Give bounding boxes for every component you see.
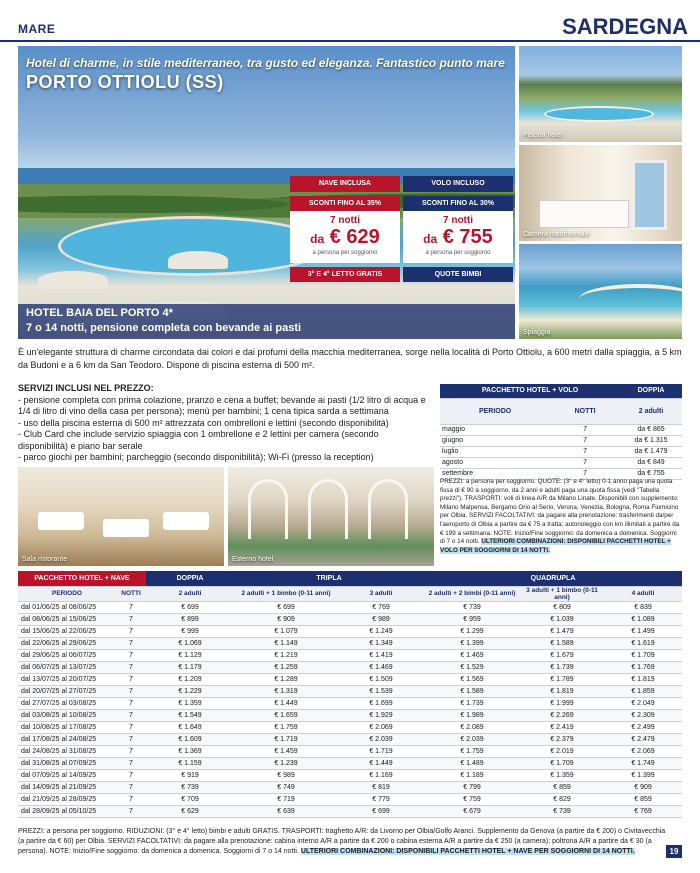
table-cell: € 739 xyxy=(520,805,604,817)
table-cell: agosto xyxy=(440,457,550,468)
table-cell: 7 xyxy=(116,793,146,805)
table-cell: da € 849 xyxy=(620,457,682,468)
table-cell: € 1.479 xyxy=(520,625,604,637)
pool-photo xyxy=(519,46,682,142)
table-row xyxy=(18,769,682,781)
table-cell: € 959 xyxy=(424,613,520,625)
intro-text: È un'elegante struttura di charme circondata dai colori e dai profumi della macchia mediterranea, sorge nella località di Porto Ottiolu, a 600 metri dalla spiaggia, a 5 km da Budoni e a 6 km da San Teodoro. Dispone di piscina esterna di 500 m². xyxy=(18,347,682,370)
table-cell: 7 xyxy=(116,649,146,661)
table-row xyxy=(18,781,682,793)
table-cell: dal 01/06/25 al 08/06/25 xyxy=(18,601,116,613)
table-cell: € 2.049 xyxy=(604,697,682,709)
table-row xyxy=(18,685,682,697)
hotel-subtitle: 7 o 14 notti, pensione completa con bevande ai pasti xyxy=(26,322,302,334)
table-cell: dal 31/08/25 al 07/09/25 xyxy=(18,757,116,769)
table-cell: € 1.759 xyxy=(424,745,520,757)
table-head-doppia: DOPPIA xyxy=(146,571,234,586)
table-cell: dal 28/09/25 al 05/10/25 xyxy=(18,805,116,817)
table-cell: € 2.039 xyxy=(424,733,520,745)
table-cell: 7 xyxy=(116,697,146,709)
table-cell: € 899 xyxy=(146,613,234,625)
restaurant-photo xyxy=(18,467,224,566)
photo-caption: Piscina hotel xyxy=(523,132,563,139)
table-cell: dal 22/06/25 al 29/06/25 xyxy=(18,637,116,649)
table-cell: € 2.379 xyxy=(520,733,604,745)
table-cell: € 1.609 xyxy=(146,733,234,745)
table-cell: € 1.039 xyxy=(520,613,604,625)
table-cell: € 1.759 xyxy=(234,721,338,733)
table-cell: € 1.349 xyxy=(338,637,424,649)
table-cell: 7 xyxy=(116,673,146,685)
table-cell: € 1.699 xyxy=(338,697,424,709)
table-cell: € 769 xyxy=(338,601,424,613)
table-cell: € 1.449 xyxy=(234,697,338,709)
offer-discount: SCONTI FINO AL 30% xyxy=(403,196,513,211)
offer-nights: 7 notti xyxy=(443,215,473,226)
flight-package-table: PACCHETTO HOTEL + VOLO DOPPIA PERIODO NOTTI 2 adulti maggio 7 da € 865 giugno 7 da € 1.315 luglio 7 da € 1.479 agosto 7 da € 849 settembre 7 da € 755 xyxy=(440,384,682,480)
section-label: MARE xyxy=(18,22,56,36)
ship-package-table: PACCHETTO HOTEL + NAVE DOPPIA TRIPLA QUADRUPLA PERIODO NOTTI 2 adulti 2 adulti + 1 bimbo (0-11 anni) 3 adulti 2 adulti + 2 bimbi (0-11 anni) 3 adulti + 1 bimbo (0-11 anni) 4 adulti dal 01/06/25 al 08/06/25 7 € 699 € 699 € 769 € 739 € 809 € 839 dal 08/06/25 al 15/06/25 7 € 899 € 909 € 989 € 959 € 1.039 € 1.089 dal 15/06/25 al 22/06/25 7 € 999 € 1.079 € 1.249 € 1.299 € 1.479 € 1.499 dal 22/06/25 al 29/06/25 7 € 1.069 € 1.149 € 1.349 € 1.399 € 1.589 € 1.619 dal 29/06/25 al 06/07/25 7 € 1.129 € 1.219 € 1.419 € 1.469 € 1.679 € 1.709 dal 06/07/25 al 13/07/25 7 € 1.179 € 1.259 € 1.469 € 1.529 € 1.739 € 1.769 dal 13/07/25 al 20/07/25 7 € 1.209 € 1.289 € 1.509 € 1.569 € 1.789 € 1.819 dal 20/07/25 al 27/07/25 7 € 1.229 € 1.319 € 1.539 € 1.589 € 1.819 € 1.859 dal 27/07/25 al 03/08/25 7 € 1.359 € 1.449 € 1.699 € 1.739 € 1.999 € 2.049 dal 03/08/25 al 10/08/25 7 € 1.549 € 1.659 € 1.929 € 1.989 € 2.269 € 2.309 dal 10/08/25 al 17/08/25 7 € 1.649 € 1.759 € 2.069 € 2.089 € 2.419 € 2.499 dal 17/08/25 al 24/08/25 7 € 1.609 € 1.719 € 2.039 € 2.039 € 2.379 € 2.479 dal 24/08/25 al 31/08/25 7 € 1.369 € 1.459 € 1.719 € 1.759 € 2.019 € 2.069 dal 31/08/25 al 07/09/25 7 € 1.159 € 1.239 € 1.449 € 1.489 € 1.709 € 1.749 dal 07/09/25 al 14/09/25 7 € 919 € 989 € 1.169 € 1.189 € 1.359 € 1.399 dal 14/09/25 al 21/09/25 7 € 739 € 749 € 819 € 799 € 859 € 909 dal 21/09/25 al 28/09/25 7 € 709 € 719 € 779 € 759 € 829 € 859 dal 28/09/25 al 05/10/25 7 € 629 € 639 € 699 € 679 € 739 € 769 xyxy=(18,571,682,818)
table-cell: € 1.149 xyxy=(234,637,338,649)
table-cell: 7 xyxy=(116,601,146,613)
offer-footer: QUOTE BIMBI xyxy=(403,267,513,282)
table-row xyxy=(18,613,682,625)
photo-caption: Camera matrimoniale xyxy=(523,231,590,238)
table-cell: € 1.289 xyxy=(234,673,338,685)
photo-caption: Sala ristorante xyxy=(22,556,68,563)
room-photo xyxy=(519,145,682,241)
offer-footer: 3° E 4° LETTO GRATIS xyxy=(290,267,400,282)
photo-caption: Spiaggia xyxy=(523,329,551,336)
table-cell: € 1.739 xyxy=(424,697,520,709)
hero-title: PORTO OTTIOLU (SS) xyxy=(26,72,224,92)
table-cell: settembre xyxy=(440,468,550,479)
flight-prices-note: PREZZI: a persona per soggiorno. QUOTE: (3° e 4° letto) 0-1 anno paga una quota fissa di € 90 a soggiorno, da 2 anni e adulti paga una quota fissa (vedi "Tabella prezzi"). TRASPORTI: voli di linea A/R da Milano Linate. Disponibili con supplemento: Milano Malpensa, Bergamo Orio al Serio, Verona, Venezia, Bologna, Roma Fiumicino per Olbia. SERVIZI FACOLTATIVI: da pagare alla prenotazione: trasferimenti da/per l'aeroporto di Olbia a partire da € 75 a tratta; autonoleggio con km illimitati a partire da € 199 a settimana. NOTE: Inizio/Fine soggiorno: da domenica a domenica. Soggiorni di 7 o 14 notti. ULTERIORI COMBINAZIONI: DISPONIBILI PACCHETTI HOTEL + VOLO PER SOGGIORNI DI 14 NOTTI. xyxy=(440,478,680,554)
table-cell: € 1.789 xyxy=(520,673,604,685)
table-cell: dal 03/08/25 al 10/08/25 xyxy=(18,709,116,721)
offer-discount: SCONTI FINO AL 35% xyxy=(290,196,400,211)
table-cell: € 1.399 xyxy=(604,769,682,781)
table-cell: € 2.499 xyxy=(604,721,682,733)
table-cell: € 1.549 xyxy=(146,709,234,721)
table-cell: € 1.709 xyxy=(520,757,604,769)
table-cell: € 829 xyxy=(520,793,604,805)
table-cell: € 1.089 xyxy=(604,613,682,625)
table-row xyxy=(18,649,682,661)
service-item: - Club Card che include servizio spiaggia con 1 ombrellone e 2 lettini per camera (secondo disponibilità) e piano bar serale xyxy=(18,429,379,451)
table-cell: 7 xyxy=(116,733,146,745)
highlight-note: ULTERIORI COMBINAZIONI: DISPONIBILI PACCHETTI HOTEL + VOLO PER SOGGIORNI DI 14 NOTTI. xyxy=(440,538,671,554)
table-row xyxy=(18,757,682,769)
table-cell: € 839 xyxy=(604,601,682,613)
table-cell: € 639 xyxy=(234,805,338,817)
table-cell: € 1.819 xyxy=(520,685,604,697)
table-cell: 7 xyxy=(116,805,146,817)
table-cell: € 1.569 xyxy=(424,673,520,685)
table-cell: € 2.069 xyxy=(604,745,682,757)
table-cell: € 1.129 xyxy=(146,649,234,661)
table-cell: 7 xyxy=(116,709,146,721)
table-cell: € 1.709 xyxy=(604,649,682,661)
table-row xyxy=(440,457,682,468)
region-title: SARDEGNA xyxy=(562,14,688,39)
table-cell: € 769 xyxy=(604,805,682,817)
table-cell: € 1.359 xyxy=(520,769,604,781)
table-cell: € 1.239 xyxy=(234,757,338,769)
table-cell: € 1.509 xyxy=(338,673,424,685)
table-cell: € 709 xyxy=(146,793,234,805)
table-cell: da € 755 xyxy=(620,468,682,479)
page-header xyxy=(0,0,700,44)
table-cell: 7 xyxy=(550,457,620,468)
table-cell: € 759 xyxy=(424,793,520,805)
table-row xyxy=(440,446,682,457)
table-row xyxy=(18,661,682,673)
table-cell: € 1.299 xyxy=(424,625,520,637)
table-cell: dal 10/08/25 al 17/08/25 xyxy=(18,721,116,733)
table-cell: € 1.529 xyxy=(424,661,520,673)
offer-per-person: a persona per soggiorno xyxy=(312,250,378,256)
table-cell: € 1.589 xyxy=(424,685,520,697)
table-cell: € 809 xyxy=(520,601,604,613)
offer-price: da € 629 xyxy=(310,226,380,248)
services-list xyxy=(18,383,428,464)
table-cell: € 909 xyxy=(234,613,338,625)
table-cell: € 1.369 xyxy=(146,745,234,757)
offer-nights: 7 notti xyxy=(330,215,360,226)
table-cell: € 859 xyxy=(604,793,682,805)
table-cell: € 989 xyxy=(234,769,338,781)
table-row xyxy=(18,733,682,745)
table-row xyxy=(18,721,682,733)
offer-ship xyxy=(290,176,400,286)
table-cell: € 1.719 xyxy=(234,733,338,745)
service-item: - uso della piscina esterna di 500 m² attrezzata con ombrelloni e lettini (secondo disponibilità) xyxy=(18,417,389,428)
table-cell: € 1.989 xyxy=(424,709,520,721)
table-row xyxy=(18,697,682,709)
table-cell: € 779 xyxy=(338,793,424,805)
table-cell: € 1.319 xyxy=(234,685,338,697)
table-cell: da € 1.479 xyxy=(620,446,682,457)
table-row xyxy=(18,637,682,649)
offer-per-person: a persona per soggiorno xyxy=(425,250,491,256)
table-cell: € 819 xyxy=(338,781,424,793)
table-head-room: DOPPIA xyxy=(620,384,682,398)
hotel-banner xyxy=(18,304,515,339)
table-row xyxy=(440,424,682,435)
hotel-name: HOTEL BAIA DEL PORTO 4* xyxy=(26,307,173,319)
table-cell: € 999 xyxy=(146,625,234,637)
table-cell: € 2.069 xyxy=(338,721,424,733)
hero-image xyxy=(18,46,515,339)
table-cell: dal 27/07/25 al 03/08/25 xyxy=(18,697,116,709)
table-cell: 7 xyxy=(116,745,146,757)
table-cell: dal 07/09/25 al 14/09/25 xyxy=(18,769,116,781)
table-cell: € 1.209 xyxy=(146,673,234,685)
table-row xyxy=(18,673,682,685)
table-head-tripla: TRIPLA xyxy=(234,571,424,586)
table-row xyxy=(18,805,682,817)
beach-photo xyxy=(519,244,682,339)
table-row xyxy=(18,745,682,757)
table-cell: € 2.019 xyxy=(520,745,604,757)
ship-prices-note: PREZZI: a persona per soggiorno. RIDUZIONI: (3° e 4° letto) bimbi e adulti GRATIS. TRASPORTI: traghetto A/R: da Livorno per Olbia/Golfo Aranci. Supplemento da Genova (a partire da € 200) o Civitavecchia (a partire da € 60) per Olbia. SERVIZI FACOLTATIVI: da pagare alla prenotazione: cabina interno A/R a partire da € 200 o cabina esterna A/R a partire da € 250 (a camera); poltrona A/R a partire da € 30 (a persona). NOTE: Inizio/Fine soggiorno: da domenica a domenica. Soggiorni di 7 o 14 notti. ULTERIORI COMBINAZIONI: DISPONIBILI PACCHETTI HOTEL + NAVE PER SOGGIORNI DI 14 NOTTI. xyxy=(18,828,666,855)
table-cell: dal 29/06/25 al 06/07/25 xyxy=(18,649,116,661)
table-cell: dal 20/07/25 al 27/07/25 xyxy=(18,685,116,697)
table-cell: € 749 xyxy=(234,781,338,793)
table-cell: da € 1.315 xyxy=(620,435,682,446)
table-row xyxy=(440,435,682,446)
table-cell: € 1.469 xyxy=(338,661,424,673)
table-cell: € 2.269 xyxy=(520,709,604,721)
table-cell: € 1.539 xyxy=(338,685,424,697)
table-cell: € 1.229 xyxy=(146,685,234,697)
table-cell: € 719 xyxy=(234,793,338,805)
table-cell: € 1.159 xyxy=(146,757,234,769)
table-cell: € 1.469 xyxy=(424,649,520,661)
table-head-package: PACCHETTO HOTEL + VOLO xyxy=(440,384,620,398)
hero-tagline: Hotel di charme, in stile mediterraneo, tra gusto ed eleganza. Fantastico punto mare xyxy=(26,56,505,70)
table-cell: 7 xyxy=(550,424,620,435)
table-cell: dal 08/06/25 al 15/06/25 xyxy=(18,613,116,625)
table-cell: € 1.189 xyxy=(424,769,520,781)
table-cell: dal 06/07/25 al 13/07/25 xyxy=(18,661,116,673)
offer-head: NAVE INCLUSA xyxy=(290,176,400,192)
table-cell: € 739 xyxy=(424,601,520,613)
table-cell: € 1.719 xyxy=(338,745,424,757)
table-cell: € 989 xyxy=(338,613,424,625)
highlight-note: ULTERIORI COMBINAZIONI: DISPONIBILI PACCHETTI HOTEL + NAVE PER SOGGIORNI DI 14 NOTTI. xyxy=(300,848,635,855)
offer-head: VOLO INCLUSO xyxy=(403,176,513,192)
table-cell: 7 xyxy=(550,468,620,479)
table-cell: € 1.399 xyxy=(424,637,520,649)
table-row xyxy=(18,601,682,613)
table-head-package: PACCHETTO HOTEL + NAVE xyxy=(18,571,146,586)
table-cell: da € 865 xyxy=(620,424,682,435)
table-cell: € 1.679 xyxy=(520,649,604,661)
table-cell: € 1.929 xyxy=(338,709,424,721)
table-cell: 7 xyxy=(116,637,146,649)
table-cell: 7 xyxy=(116,769,146,781)
table-cell: giugno xyxy=(440,435,550,446)
table-cell: € 1.449 xyxy=(338,757,424,769)
table-cell: € 1.999 xyxy=(520,697,604,709)
table-cell: € 1.589 xyxy=(520,637,604,649)
table-cell: € 699 xyxy=(338,805,424,817)
table-cell: € 1.179 xyxy=(146,661,234,673)
table-cell: € 909 xyxy=(604,781,682,793)
table-cell: dal 14/09/25 al 21/09/25 xyxy=(18,781,116,793)
table-row xyxy=(18,709,682,721)
table-cell: 7 xyxy=(116,781,146,793)
table-head-quadrupla: QUADRUPLA xyxy=(424,571,682,586)
table-cell: € 1.499 xyxy=(604,625,682,637)
table-cell: € 2.089 xyxy=(424,721,520,733)
table-cell: € 2.039 xyxy=(338,733,424,745)
table-cell: € 1.489 xyxy=(424,757,520,769)
table-cell: 7 xyxy=(116,661,146,673)
table-cell: € 1.859 xyxy=(604,685,682,697)
header-divider xyxy=(0,40,700,42)
table-cell: € 699 xyxy=(146,601,234,613)
table-cell: € 1.359 xyxy=(146,697,234,709)
services-title: SERVIZI INCLUSI NEL PREZZO: xyxy=(18,383,154,393)
table-cell: € 2.309 xyxy=(604,709,682,721)
table-cell: 7 xyxy=(550,435,620,446)
table-cell: € 1.819 xyxy=(604,673,682,685)
table-cell: € 1.079 xyxy=(234,625,338,637)
table-cell: € 1.169 xyxy=(338,769,424,781)
table-cell: dal 21/09/25 al 28/09/25 xyxy=(18,793,116,805)
offer-flight xyxy=(403,176,513,286)
table-row xyxy=(18,625,682,637)
table-cell: € 1.259 xyxy=(234,661,338,673)
table-cell: € 1.769 xyxy=(604,661,682,673)
table-cell: € 859 xyxy=(520,781,604,793)
table-cell: € 1.069 xyxy=(146,637,234,649)
table-cell: € 629 xyxy=(146,805,234,817)
table-cell: € 699 xyxy=(234,601,338,613)
table-cell: € 1.419 xyxy=(338,649,424,661)
photo-caption: Esterno hotel xyxy=(232,556,274,563)
table-cell: 7 xyxy=(550,446,620,457)
offer-price: da € 755 xyxy=(423,226,493,248)
table-cell: luglio xyxy=(440,446,550,457)
table-cell: € 799 xyxy=(424,781,520,793)
table-cell: € 679 xyxy=(424,805,520,817)
table-cell: dal 15/06/25 al 22/06/25 xyxy=(18,625,116,637)
table-row xyxy=(18,793,682,805)
service-item: - pensione completa con prima colazione, pranzo e cena a buffet; bevande ai pasti (1/2 litro di acqua e 1/4 di litro di vino della casa per persona); menù per bambini; 1 cena tipica sarda a settimana xyxy=(18,394,426,416)
table-cell: € 919 xyxy=(146,769,234,781)
service-item: - parco giochi per bambini; parcheggio (secondo disponibilità); Wi-Fi (presso la reception) xyxy=(18,452,374,462)
table-cell: 7 xyxy=(116,757,146,769)
table-cell: € 1.749 xyxy=(604,757,682,769)
table-cell: € 1.619 xyxy=(604,637,682,649)
table-cell: € 1.219 xyxy=(234,649,338,661)
table-cell: € 2.419 xyxy=(520,721,604,733)
table-cell: dal 24/08/25 al 31/08/25 xyxy=(18,745,116,757)
table-cell: 7 xyxy=(116,721,146,733)
exterior-photo xyxy=(228,467,434,566)
table-cell: € 1.649 xyxy=(146,721,234,733)
table-cell: € 1.659 xyxy=(234,709,338,721)
table-cell: € 2.479 xyxy=(604,733,682,745)
table-cell: 7 xyxy=(116,685,146,697)
table-cell: maggio xyxy=(440,424,550,435)
table-cell: € 1.739 xyxy=(520,661,604,673)
table-cell: € 739 xyxy=(146,781,234,793)
table-cell: € 1.249 xyxy=(338,625,424,637)
table-cell: dal 13/07/25 al 20/07/25 xyxy=(18,673,116,685)
table-cell: 7 xyxy=(116,625,146,637)
page-number: 19 xyxy=(666,845,682,858)
table-cell: dal 17/08/25 al 24/08/25 xyxy=(18,733,116,745)
table-cell: € 1.459 xyxy=(234,745,338,757)
table-cell: 7 xyxy=(116,613,146,625)
